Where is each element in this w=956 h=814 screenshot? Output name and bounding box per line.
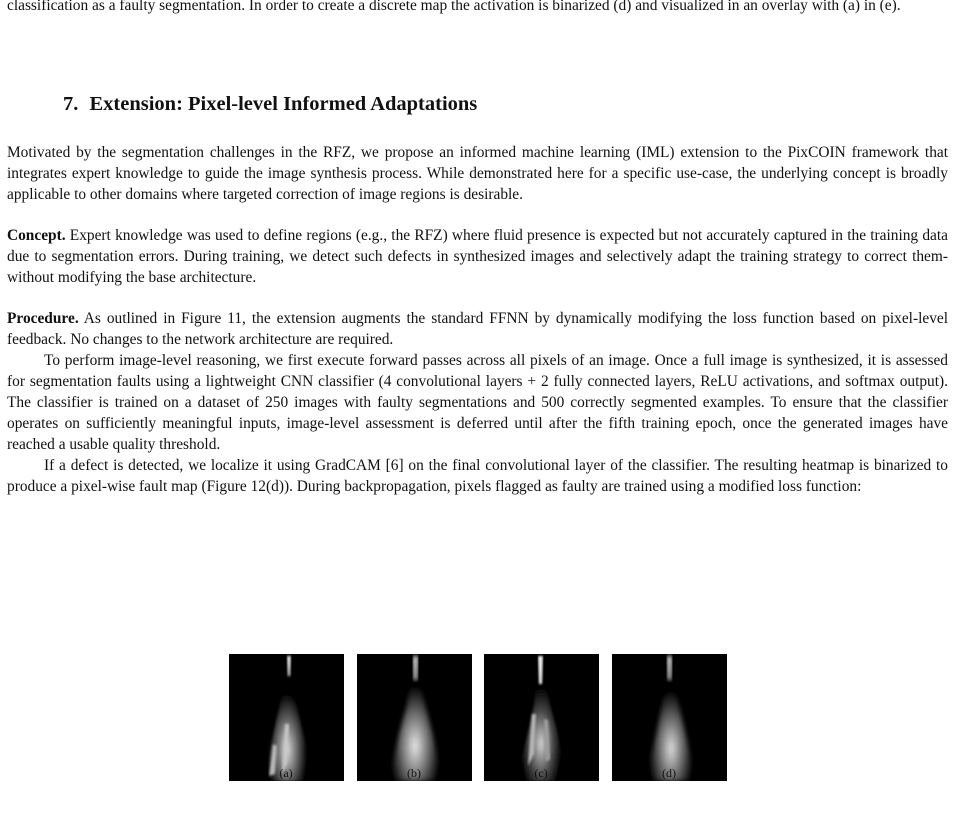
figure-caption-a: (a) (279, 766, 293, 780)
motivation-paragraph: Motivated by the segmentation challenges in the RFZ, we propose an informed machine learning (IML) extension to the PixCOIN framework that integrates expert knowledge to guide the image synthesis process. While demonstrated here for a specific use-case, the underlying concept is broadly applicable to other domains where targeted correction of image regions is desirable. (7, 144, 948, 203)
figure-caption-d: (d) (662, 766, 676, 780)
procedure-run-head: Procedure. (7, 310, 79, 327)
figure-12 (0, 654, 956, 784)
section-body (7, 142, 948, 497)
procedure-paragraph (7, 308, 948, 350)
figure-caption-c: (c) (534, 766, 548, 780)
figure-panel-c-image (484, 654, 599, 781)
defect-paragraph: If a defect is detected, we localize it using GradCAM [6] on the final convolutional layer of the classifier. The resulting heatmap is binarized to produce a pixel-wise fault map (Figure 12(d)). During backpropagation, pixels flagged as faulty are trained using a modified loss function: (7, 457, 948, 495)
intro-paragraph: classification as a faulty segmentation. In order to create a discrete map the activation is binarized (d) and visualized in an overlay with (a) in (e). (7, 0, 901, 14)
figure-panel-a-image (229, 654, 344, 781)
section-number: 7. (63, 93, 79, 115)
procedure-body: As outlined in Figure 11, the extension augments the standard FFNN by dynamically modifying the loss function based on pixel-level feedback. No changes to the network architecture are required. (7, 310, 948, 348)
section-heading (63, 93, 477, 116)
figure-caption-b: (b) (407, 766, 421, 780)
concept-paragraph (7, 225, 948, 288)
concept-body: Expert knowledge was used to define regions (e.g., the RFZ) where fluid presence is expected but not accurately captured in the training data due to segmentation errors. During training, we detect such defects in synthesized images and selectively adapt the training strategy to correct them-without modifying the base architecture. (7, 227, 948, 286)
reasoning-paragraph: To perform image-level reasoning, we first execute forward passes across all pixels of an image. Once a full image is synthesized, it is assessed for segmentation faults using a lightweight CNN classifier (4 convolutional layers + 2 fully connected layers, ReLU activations, and softmax output). The classifier is trained on a dataset of 250 images with faulty segmentations and 500 correctly segmented examples. To ensure that the classifier operates on sufficiently meaningful inputs, image-level assessment is deferred until after the fifth training epoch, once the generated images have reached a usable quality threshold. (7, 352, 948, 453)
figure-panel-b-image (357, 654, 472, 781)
section-title: Extension: Pixel-level Informed Adaptations (89, 93, 478, 115)
figure-panel-d-image (612, 654, 727, 781)
concept-run-head: Concept. (7, 227, 66, 244)
